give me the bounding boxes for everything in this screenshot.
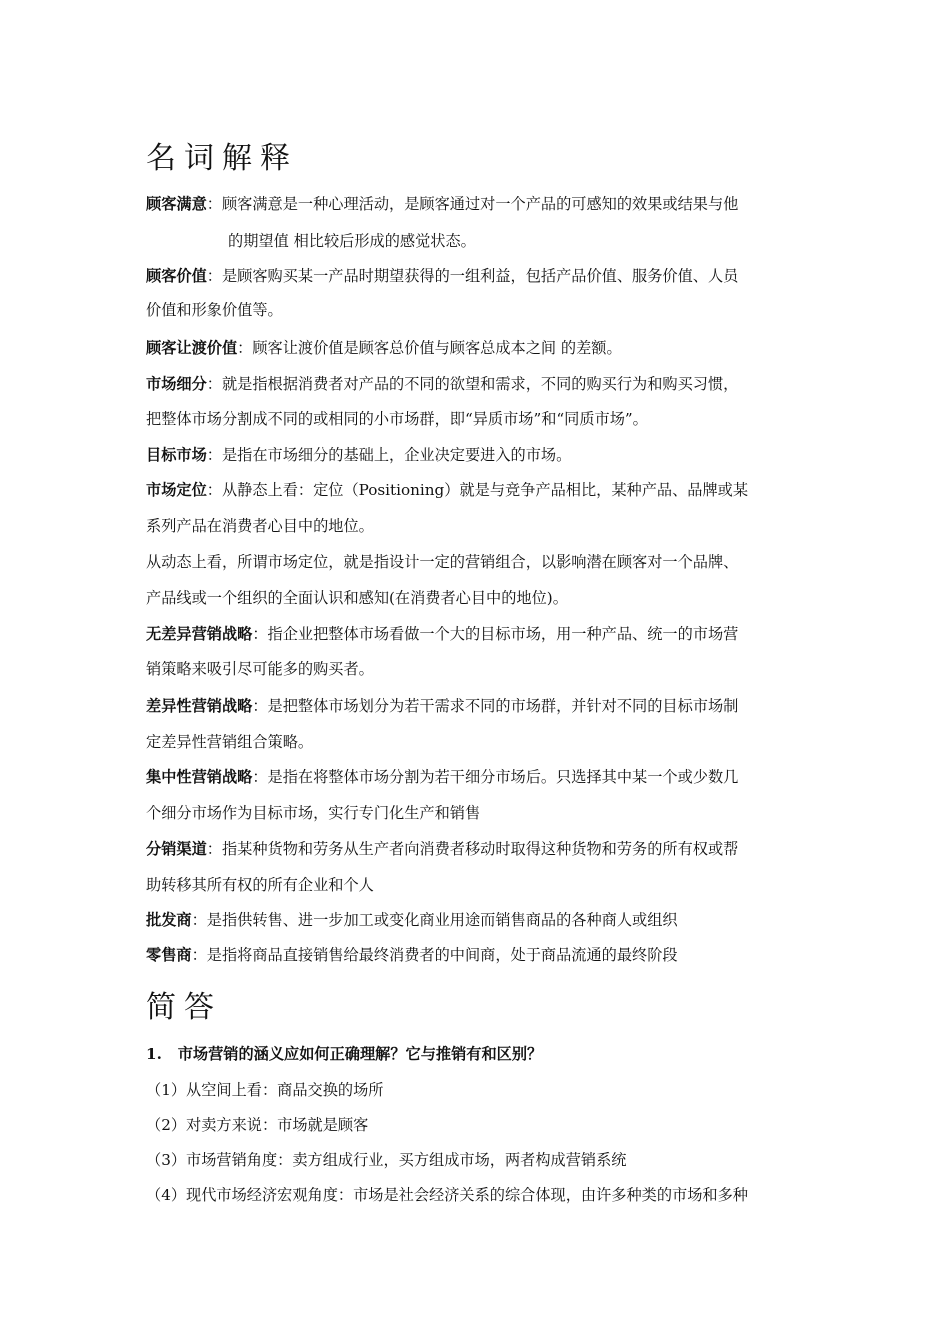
section-title-definitions: 名词解释: [146, 141, 298, 176]
term-entry: [146, 194, 738, 214]
term-entry: [146, 374, 738, 394]
term-colon: ：: [206, 446, 222, 464]
term-text: 指企业把整体市场看做一个大的目标市场，用一种产品、统一的市场营: [267, 625, 739, 643]
term-colon: ：: [252, 768, 268, 786]
term-label: 集中性营销战略: [146, 768, 253, 786]
term-text: 顾客让渡价值是顾客总价值与顾客总成本之间 的差额。: [252, 339, 622, 357]
term-colon: ：: [191, 946, 207, 964]
term-text-continued: 销策略来吸引尽可能多的购买者。: [146, 660, 374, 678]
term-label: 顾客满意: [146, 195, 207, 213]
answer-item: （2）对卖方来说：市场就是顾客: [146, 1116, 369, 1134]
term-colon: ：: [252, 697, 268, 715]
term-label: 分销渠道: [146, 840, 207, 858]
question-number: 1.: [146, 1045, 162, 1063]
term-label: 无差异营销战略: [146, 625, 253, 643]
term-text-continued: 定差异性营销组合策略。: [146, 733, 314, 751]
term-entry: [146, 266, 738, 286]
term-text-continued: 价值和形象价值等。: [146, 301, 283, 319]
term-text-continued: 系列产品在消费者心目中的地位。: [146, 517, 374, 535]
question-heading: [146, 1044, 542, 1064]
answer-item: （1）从空间上看：商品交换的场所: [146, 1081, 384, 1099]
section-title-short-answer: 简答: [146, 990, 222, 1025]
term-entry: [146, 624, 738, 644]
term-label: 顾客价值: [146, 267, 207, 285]
term-colon: ：: [252, 625, 268, 643]
term-text: 从静态上看：定位（Positioning）就是与竞争产品相比，某种产品、品牌或某: [221, 481, 749, 499]
term-text: 是把整体市场划分为若干需求不同的市场群，并针对不同的目标市场制: [267, 697, 739, 715]
term-entry: [146, 445, 571, 465]
term-text-continued: 把整体市场分割成不同的或相同的小市场群，即“异质市场”和“同质市场”。: [146, 410, 648, 428]
term-label: 零售商: [146, 946, 192, 964]
term-text: 就是指根据消费者对产品的不同的欲望和需求，不同的购买行为和购买习惯，: [221, 375, 739, 393]
term-label: 市场细分: [146, 375, 207, 393]
term-text: 指某种货物和劳务从生产者向消费者移动时取得这种货物和劳务的所有权或帮: [221, 840, 739, 858]
term-text: 是指供转售、进一步加工或变化商业用途而销售商品的各种商人或组织: [206, 911, 678, 929]
term-colon: ：: [206, 267, 222, 285]
term-text: 是指将商品直接销售给最终消费者的中间商，处于商品流通的最终阶段: [206, 946, 678, 964]
term-text: 是指在将整体市场分割为若干细分市场后。只选择其中某一个或少数几: [267, 768, 739, 786]
term-text-continued: 助转移其所有权的所有企业和个人: [146, 876, 374, 894]
term-text: 是指在市场细分的基础上，企业决定要进入的市场。: [221, 446, 572, 464]
term-colon: ：: [206, 195, 222, 213]
term-label: 市场定位: [146, 481, 207, 499]
term-colon: ：: [191, 911, 207, 929]
answer-item: （4）现代市场经济宏观角度：市场是社会经济关系的综合体现，由许多种类的市场和多种: [146, 1186, 748, 1204]
term-entry: [146, 945, 678, 965]
term-label: 批发商: [146, 911, 192, 929]
answer-item: （3）市场营销角度：卖方组成行业，买方组成市场，两者构成营销系统: [146, 1151, 627, 1169]
term-entry: [146, 767, 738, 787]
term-label: 目标市场: [146, 446, 207, 464]
term-entry: [146, 839, 738, 859]
term-colon: ：: [206, 481, 222, 499]
term-entry: [146, 910, 678, 930]
term-colon: ：: [206, 840, 222, 858]
term-text-continued: 个细分市场作为目标市场，实行专门化生产和销售: [146, 804, 481, 822]
term-text: 顾客满意是一种心理活动，是顾客通过对一个产品的可感知的效果或结果与他: [221, 195, 739, 213]
question-text: 市场营销的涵义应如何正确理解？它与推销有和区别？: [177, 1045, 543, 1063]
term-entry: [146, 696, 738, 716]
paragraph-line: 从动态上看，所谓市场定位，就是指设计一定的营销组合，以影响潜在顾客对一个品牌、: [146, 553, 739, 571]
term-text: 是顾客购买某一产品时期望获得的一组利益，包括产品价值、服务价值、人员: [221, 267, 739, 285]
term-entry: [146, 338, 622, 358]
term-label: 差异性营销战略: [146, 697, 253, 715]
term-colon: ：: [237, 339, 253, 357]
term-label: 顾客让渡价值: [146, 339, 238, 357]
paragraph-line: 产品线或一个组织的全面认识和感知(在消费者心目中的地位)。: [146, 589, 568, 607]
term-text-continued: 的期望值 相比较后形成的感觉状态。: [228, 232, 476, 250]
term-entry: [146, 480, 748, 500]
term-colon: ：: [206, 375, 222, 393]
